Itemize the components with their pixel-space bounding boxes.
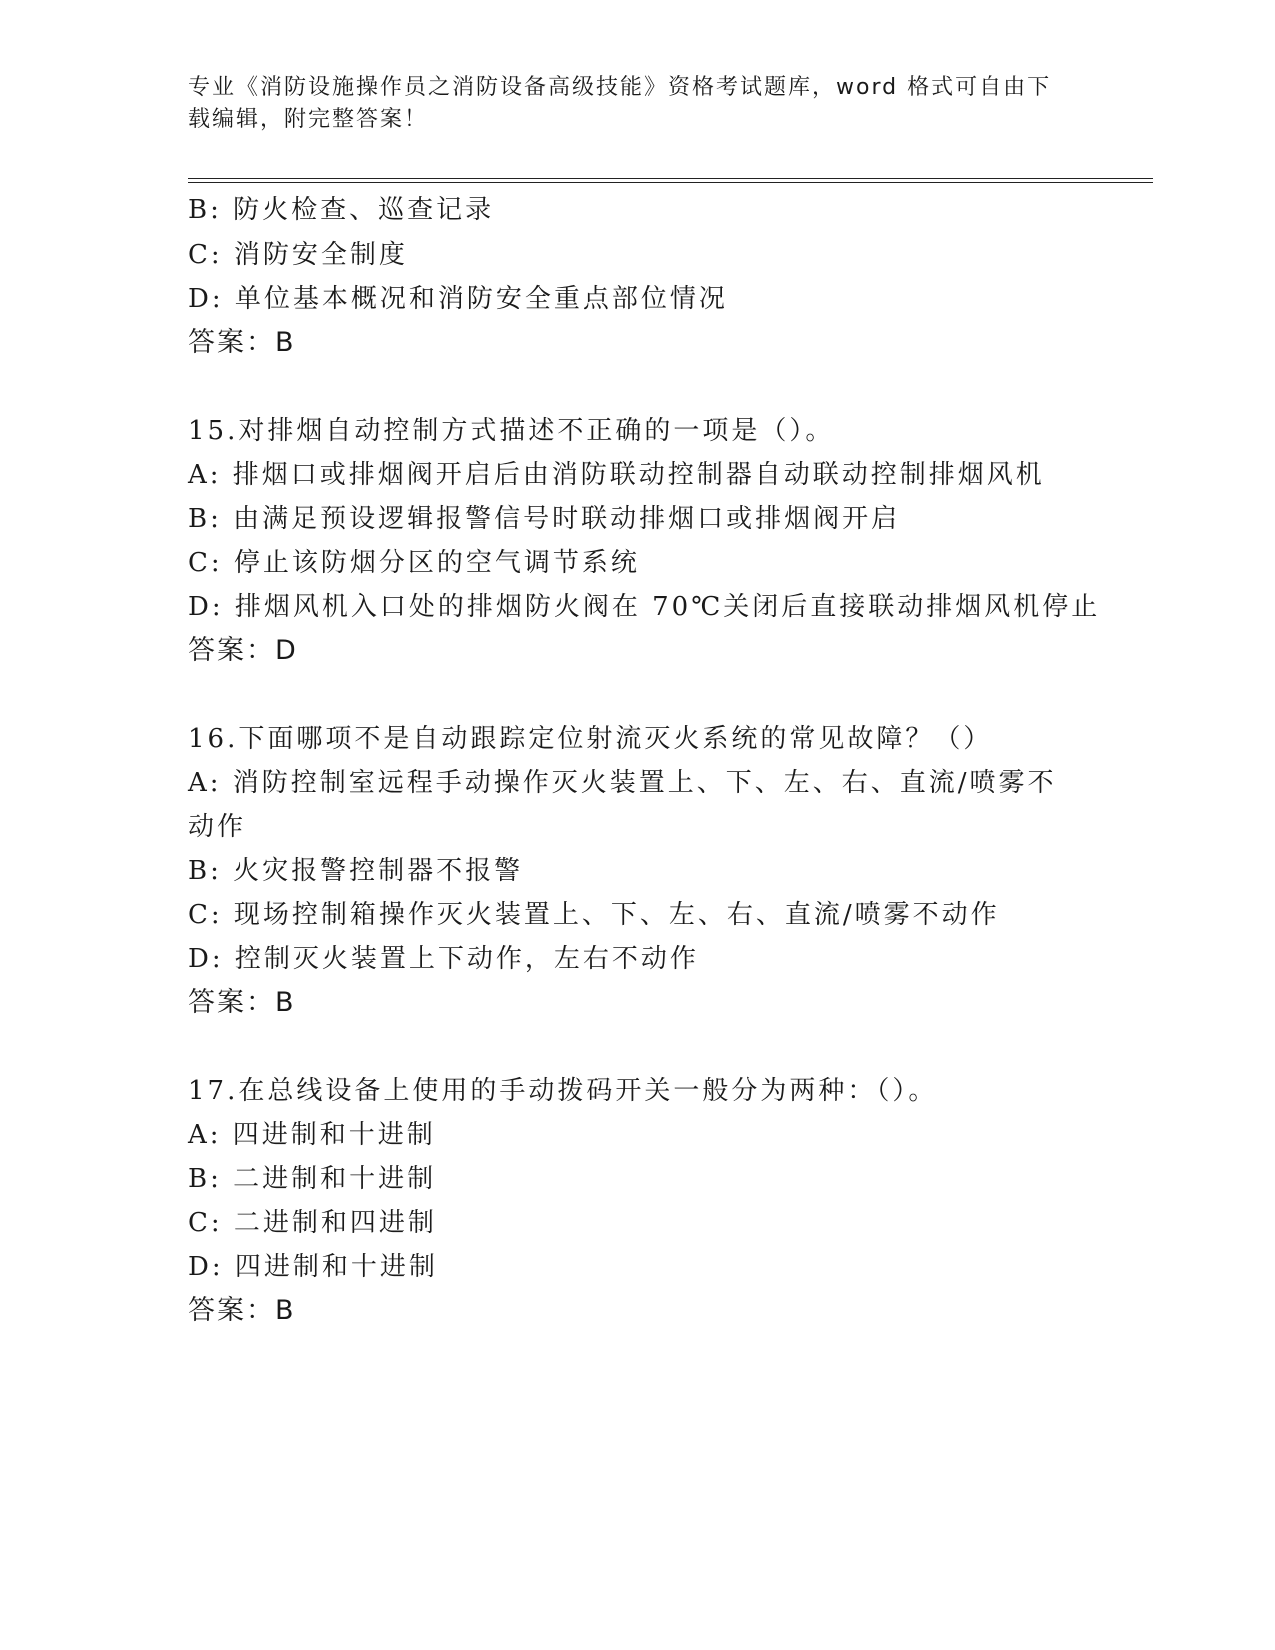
- q16-option-b: B: 火灾报警控制器不报警: [188, 856, 524, 886]
- q14-option-c: C: 消防安全制度: [188, 240, 408, 270]
- header-divider: [188, 178, 1153, 183]
- header-line-1: 专业《消防设施操作员之消防设备高级技能》资格考试题库，word 格式可自由下: [188, 75, 1052, 100]
- q17-answer: 答案：B: [188, 1295, 296, 1326]
- q17-question: 17.在总线设备上使用的手动拨码开关一般分为两种：（）。: [188, 1076, 938, 1106]
- q14-answer: 答案：B: [188, 327, 296, 358]
- q14-option-b: B: 防火检查、巡查记录: [188, 195, 495, 225]
- q17-option-b: B: 二进制和十进制: [188, 1164, 437, 1194]
- q15-question: 15.对排烟自动控制方式描述不正确的一项是（）。: [188, 416, 835, 446]
- q16-option-a-line-1: A: 消防控制室远程手动操作灭火装置上、下、左、右、直流/喷雾不: [188, 768, 1057, 798]
- q17-option-d: D: 四进制和十进制: [188, 1252, 438, 1282]
- q16-option-d: D: 控制灭火装置上下动作，左右不动作: [188, 944, 699, 974]
- header-line-2: 载编辑，附完整答案！: [188, 107, 429, 132]
- q15-answer: 答案：D: [188, 635, 298, 666]
- q15-option-a: A: 排烟口或排烟阀开启后由消防联动控制器自动联动控制排烟风机: [188, 460, 1045, 490]
- q14-option-d: D: 单位基本概况和消防安全重点部位情况: [188, 284, 728, 314]
- q15-option-b: B: 由满足预设逻辑报警信号时联动排烟口或排烟阀开启: [188, 504, 901, 534]
- q17-option-a: A: 四进制和十进制: [188, 1120, 436, 1150]
- q15-option-c: C: 停止该防烟分区的空气调节系统: [188, 548, 640, 578]
- q16-option-a-line-2: 动作: [188, 812, 247, 842]
- q15-option-d: D: 排烟风机入口处的排烟防火阀在 70℃关闭后直接联动排烟风机停止: [188, 592, 1101, 622]
- document-header: [188, 72, 1088, 136]
- q16-answer: 答案：B: [188, 987, 296, 1018]
- q16-option-c: C: 现场控制箱操作灭火装置上、下、左、右、直流/喷雾不动作: [188, 900, 1000, 930]
- q16-question: 16.下面哪项不是自动跟踪定位射流灭火系统的常见故障？（）: [188, 724, 993, 754]
- q17-option-c: C: 二进制和四进制: [188, 1208, 437, 1238]
